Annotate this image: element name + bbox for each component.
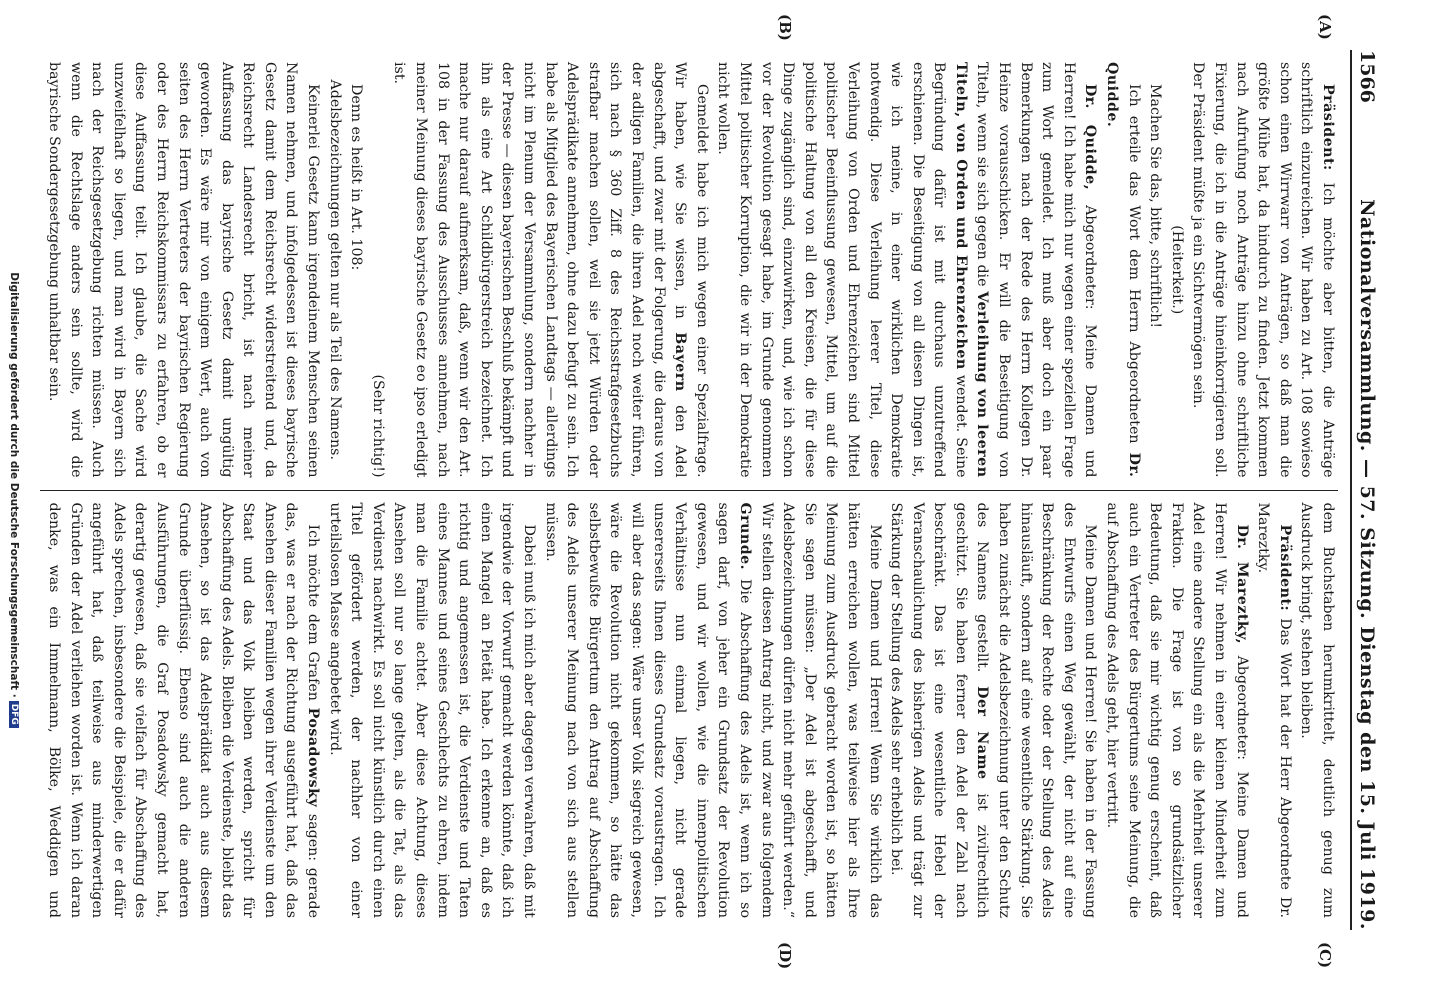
left-column	[40, 50, 1338, 490]
stage-direction: (Heiterkeit.)	[1168, 225, 1185, 315]
paragraph: Machen Sie das, bitte, schriftlich!	[1147, 84, 1164, 329]
margin-marker-a: (A)	[1316, 14, 1334, 40]
digitization-credit: Digitalisierung gefördert durch die Deutsche Forschungsgemeinschaft ·DFG	[8, 0, 20, 1000]
speaker-name: Dr. Mareztky,	[1233, 524, 1250, 645]
margin-marker-c: (C)	[1316, 942, 1334, 969]
paragraph: Keinerlei Gesetz kann irgendeinem Menschen seinen Namen nehmen, und infolgedessen ist dieses bayrische Gesetz damit dem Reichsrecht widerstreitend und, da Reichsrecht Landesrecht bricht, ist nach meiner Auffassung das bayrische Gesetz damit ungültig geworden. Es wäre mir von einigem Wert, auch von seiten des Herrn Vertreters der bayrischen Regierung oder des Herrn Reichskommissars zu erfahren, ob er diese Auffassung teilt. Ich glaube, die Sache wird unzweifelhaft so liegen, und man wird in Bayern sich nach der Reichsgesetzgebung richten müssen. Auch wenn die Rechtslage anders sein sollte, wird die bayrische Sondergesetzgebung unhaltbar sein.	[45, 62, 322, 478]
page-title: Nationalversammlung. — 57. Sitzung. Dienstag den 15. Juli 1919.	[1356, 199, 1378, 930]
paragraph: Meine Damen und Herren! Sie haben in der Fassung des Entwurfs einen Weg gewählt, der nicht auf eine Beschränkung der Rechte oder der Stellung des Adels hinausläuft, sondern auf eine wesentliche Stärkung. Sie haben zunächst die Adelsbezeichnung unter den Schutz des Namens gestellt. Der Name ist zivilrechtlich geschützt. Sie haben ferner den Adel der Zahl nach beschränkt. Das ist eine wesentliche Hebel der Veranschaulichung des bisherigen Adels und trägt zur Stärkung der Stellung des Adels sehr erheblich bei.	[888, 502, 1099, 918]
stage-direction: (Sehr richtig!)	[369, 374, 386, 478]
paragraph: Präsident: Das Wort hat der Herr Abgeordnete Dr. Mareztky.	[1255, 502, 1293, 919]
speaker-name: Dr. Quidde,	[1082, 84, 1099, 191]
paragraph: Gemeldet habe ich mich wegen einer Spezialfrage. Wir haben, wie Sie wissen, in Bayern den Adel abgeschafft, und zwar mit der Folgerung, die daraus von der adligen Familien, die ihren Adel noch weiter führen, sich nach § 360 Ziff. 8 des Reichsstrafgesetzbuchs strafbar machen sollen, weil sie jetzt Würden oder Adelsprädikate annehmen, ohne dazu befugt zu sein. Ich habe als Mitglied des Bayerischen Landtags — allerdings nicht im Plenum der Versammlung, sondern nachher in der Presse — diesen bayerischen Beschluß bekämpft und ihn als eine Art Schildbürgerstreich bezeichnet. Ich mache nur darauf aufmerksam, daß, wenn wir den Art. 108 in der Fassung des Ausschusses annehmen, nach meiner Meinung dieses bayrische Gesetz eo ipso erledigt ist.	[391, 62, 710, 478]
right-column	[40, 491, 1338, 931]
paragraph: Ich erteile das Wort dem Herrn Abgeordneten Dr. Quidde.	[1104, 62, 1142, 478]
page-number: 1566	[1356, 50, 1378, 103]
paragraph: Dabei muß ich mich aber dagegen verwahren, daß mit irgendwie der Vorwurf gemacht werden könnte, daß ich einen Mangel an Pietät habe. Ich erkenne an, daß es richtig und angemessen ist, die Verdienste und Taten eines Mannes und seines Geschlechts zu ehren, indem man die Familie achtet. Aber diese Achtung, dieses Ansehen soll nur so lange gelten, als die Tat, als das Verdienst nachwirkt. Es soll nicht künstlich durch einen Titel gefördert werden, der nachher von einer urteilslosen Masse angebetet wird.	[326, 502, 538, 919]
dfg-logo: DFG	[9, 701, 19, 728]
paragraph: Dr. Mareztky, Abgeordneter: Meine Damen und Herren! Wir nehmen in einer kleinen Minderheit zum Adel eine andere Stellung ein als die Mehrheit unserer Fraktion. Die Frage ist von so grundsätzlicher Bedeutung, daß sie mir wichtig genug erscheint, daß auch ein Vertreter des Bürgertums seine Meinung, die auf Abschaffung des Adels geht, hier vertritt.	[1104, 502, 1250, 918]
paragraph: Präsident: Ich möchte aber bitten, die Anträge schriftlich einzureichen. Wir haben zu Art. 108 sowieso schon einen Wirrwarr von Anträgen, so daß man die größte Mühe hat, da hindurch zu finden. Jetzt kommen nach Aufrufung noch Anträge hinzu ohne schriftliche Fixierung, die ich in die Anträge hineinkorrigieren soll. Der Präsident müßte ja ein Sichtvermögen sein.	[1190, 62, 1336, 478]
page-header	[1350, 50, 1384, 930]
quoted-article: Adelsbezeichnungen gelten nur als Teil des Namens.	[326, 79, 343, 460]
margin-marker-b: (B)	[776, 14, 794, 41]
paragraph: Ich möchte dem Grafen Posadowsky sagen: gerade das, was er nach der Richtung ausgeführt hat, daß das Ansehen dieser Familien wegen ihrer Verdienste um den Staat und das Volk bleiben werden, spricht für Abschaffung des Adels. Bleiben die Verdienste, bleibt das Ansehen, so ist das Adelsprädikat auch aus diesem Grunde überflüssig. Ebenso sind auch die anderen Ausführungen, die Graf Posadowsky gemacht hat, derartig gewesen, daß sie vielfach für Abschaffung des Adels sprechen, insbesondere die Beispiele, die er dafür angeführt hat, daß teilweise aus minderwertigen Gründen der Adel verliehen worden ist. Wenn ich daran denke, was ein Immelmann, Bölke, Weddigen und	[45, 502, 322, 918]
paragraph: Meine Damen und Herren! Wenn Sie wirklich das hätten erreichen wollen, was teilweise hier als Ihre Meinung zum Ausdruck gebracht worden ist, so hätten Sie sagen müssen: „Der Adel ist abgeschafft, und Adelsbezeichnungen dürfen nicht mehr geführt werden.“ Wir stellen diesen Antrag nicht, und zwar aus folgendem Grunde. Die Abschaffung des Adels ist, wenn ich so sagen darf, von jeher ein Grundsatz der Revolution gewesen, und wir wollen, wie die innenpolitischen Verhältnisse nun einmal liegen, nicht gerade unsererseits Ihnen dieses Grundsatz voraustragen. Ich will aber das sagen: Wäre unser Volk siegreich gewesen, wäre die Revolution nicht gekommen, so hätte das selbstbewußte Bürgertum den Antrag auf Abschaffung des Adels unserer Meinung nach von sich aus stellen müssen.	[542, 502, 883, 918]
text-columns	[40, 50, 1338, 930]
paragraph: dem Buchstaben herumkrittelt, deutlich genug zum Ausdruck bringt, stehen bleiben.	[1298, 502, 1336, 918]
speaker-name: Präsident:	[1320, 84, 1336, 171]
margin-marker-d: (D)	[776, 942, 794, 970]
paragraph: Dr. Quidde, Abgeordneter: Meine Damen und Herren! Ich habe mich nur wegen einer speziellen Frage zum Wort gemeldet. Ich muß aber doch ein paar Bemerkungen nach der Rede des Herrn Kollegen Dr. Heinze vorausschicken. Er will die Beseitigung von Titeln, wenn sie sich gegen die Verleihung von leeren Titeln, von Orden und Ehrenzeichen wendet. Seine Begründung dafür ist mit durchaus unzutreffend erschienen. Die Beseitigung von all diesen Dingen ist, wie ich meine, in einer wirklichen Demokratie notwendig. Diese Verleihung leerer Titel, diese Verleihung von Orden und Ehrenzeichen sind Mittel politischer Beeinflussung gewesen, Mittel, um auf die politische Haltung von all den Kreisen, die für diese Dinge zugänglich sind, einzuwirken, und, wie ich schon vor der Revolution gesagt habe, im Grunde genommen Mittel politischer Korruption, die wir in der Demokratie nicht wollen.	[715, 62, 1099, 478]
speaker-name: Präsident:	[1276, 524, 1293, 612]
paragraph: Denn es heißt in Art. 108:	[348, 84, 365, 271]
